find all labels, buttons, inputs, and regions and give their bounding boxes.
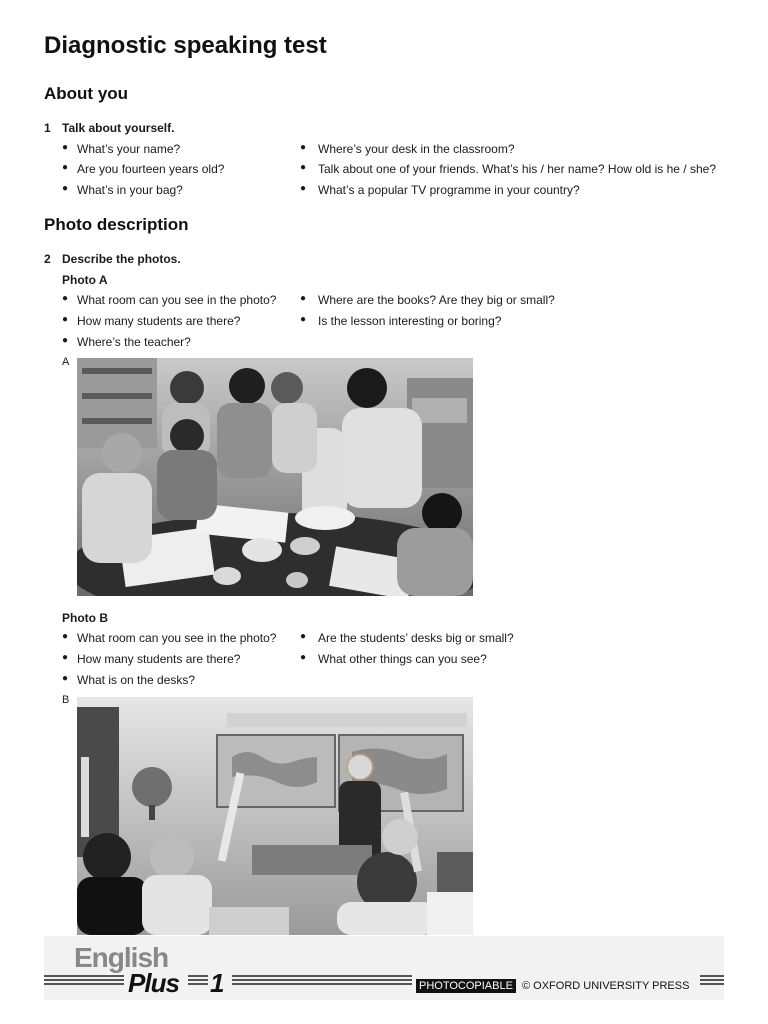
bullet-icon: ● (62, 631, 69, 642)
bullet-icon: ● (62, 183, 69, 194)
photo-b-label: Photo B (62, 611, 108, 625)
photo-b-image (77, 697, 473, 935)
bullet-icon: ● (62, 142, 69, 153)
bullet-icon: ● (300, 652, 307, 663)
photo-a-letter: A (62, 356, 70, 368)
publisher-credit: © OXFORD UNIVERSITY PRESS (522, 980, 690, 992)
bullet-icon: ● (300, 142, 307, 153)
photocopiable-badge: PHOTOCOPIABLE (416, 979, 516, 993)
photo-a-image (77, 358, 473, 596)
footer-stripes-right (700, 975, 724, 987)
bullet-icon: ● (300, 162, 307, 173)
page-title: Diagnostic speaking test (44, 32, 327, 59)
bullet-icon: ● (62, 293, 69, 304)
logo-plus: Plus (128, 968, 179, 998)
bullet-icon: ● (62, 162, 69, 173)
bullet-icon: ● (62, 673, 69, 684)
bullet-icon: ● (62, 335, 69, 346)
photo-a-label: Photo A (62, 273, 108, 287)
bullet-icon: ● (300, 183, 307, 194)
section-heading-about-you: About you (44, 84, 129, 103)
bullet-icon: ● (62, 314, 69, 325)
question-2-text: Describe the photos. (62, 252, 181, 266)
logo-english: English (74, 942, 169, 973)
bullet-icon: ● (300, 631, 307, 642)
question-number-2: 2 (44, 252, 51, 266)
bullet-icon: ● (300, 293, 307, 304)
section-heading-photo-description: Photo description (44, 215, 189, 234)
photo-b-letter: B (62, 694, 70, 706)
question-1-text: Talk about yourself. (62, 121, 175, 135)
footer-stripes-mid (188, 975, 208, 987)
question-number-1: 1 (44, 121, 51, 135)
logo-number: 1 (210, 968, 225, 998)
bullet-icon: ● (62, 652, 69, 663)
footer-stripes-center (232, 975, 412, 987)
footer-stripes-left (44, 975, 124, 987)
bullet-icon: ● (300, 314, 307, 325)
